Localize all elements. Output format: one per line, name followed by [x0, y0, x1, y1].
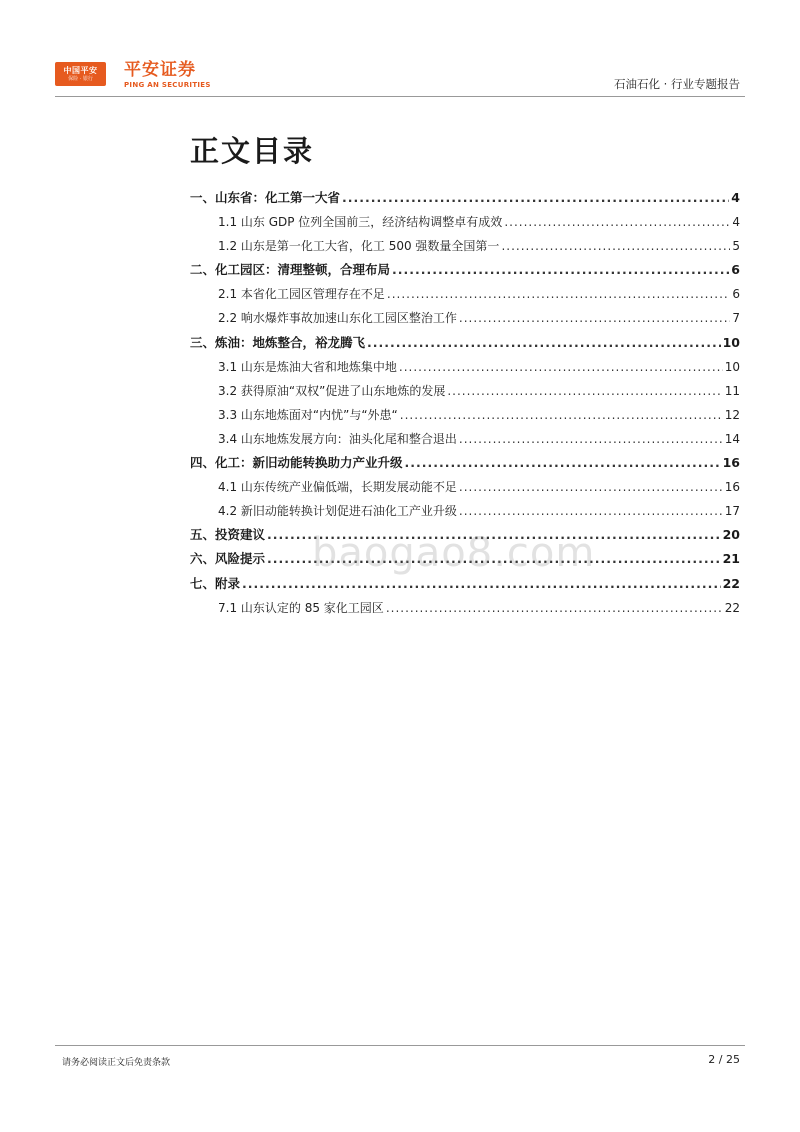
toc-entry-title: 7.1 山东认定的 85 家化工园区 [218, 600, 384, 615]
toc-page-number: 4 [732, 215, 740, 230]
toc-entry-title: 3.3 山东地炼面对“内忧”与“外患“ [218, 407, 398, 422]
toc-page-number: 5 [732, 239, 740, 254]
toc-dot-leader [392, 258, 729, 282]
toc-subsection[interactable] [190, 210, 740, 234]
page-title: 正文目录 [190, 134, 315, 168]
toc-page-number: 10 [722, 334, 740, 350]
toc-section[interactable] [190, 451, 740, 475]
toc-section-number: 七、 [190, 575, 216, 591]
toc-section-number: 五、 [190, 527, 216, 543]
toc-page-number: 4 [731, 190, 740, 205]
toc-page-number: 11 [724, 383, 740, 398]
toc-entry-title: 投资建议 [215, 527, 266, 543]
toc-entry-title: 1.1 山东 GDP 位列全国前三，经济结构调整卓有成效 [218, 215, 503, 230]
toc-dot-leader [399, 355, 723, 379]
toc-entry-title: 山东省：化工第一大省 [215, 190, 341, 205]
header-divider [55, 96, 745, 97]
report-category: 石油石化 · 行业专题报告 [614, 77, 740, 91]
toc-entry-title: 化工园区：清理整顿，合理布局 [215, 262, 391, 278]
pingan-logo [55, 62, 106, 86]
toc-subsection[interactable] [190, 427, 740, 451]
toc-dot-leader [459, 306, 730, 330]
toc-dot-leader [405, 451, 721, 475]
toc-entry-title: 3.1 山东是炼油大省和地炼集中地 [218, 359, 397, 374]
toc-dot-leader [459, 499, 723, 523]
page-number: 2 / 25 [708, 1053, 740, 1066]
watermark: baogao8.com [312, 530, 596, 576]
toc-entry-title: 化工：新旧动能转换助力产业升级 [215, 455, 403, 471]
toc-entry-title: 2.2 响水爆炸事故加速山东化工园区整治工作 [218, 311, 457, 326]
toc-dot-leader [386, 596, 723, 620]
toc-entry-title: 风险提示 [215, 551, 266, 567]
toc-section-number: 二、 [190, 262, 216, 278]
toc-page-number: 14 [724, 431, 740, 446]
toc-entry-title: 4.2 新旧动能转换计划促进石油化工产业升级 [218, 504, 457, 519]
toc-section-number: 四、 [190, 455, 216, 471]
toc-page-number: 22 [724, 600, 740, 615]
toc-entry-title: 2.1 本省化工园区管理存在不足 [218, 287, 385, 302]
toc-entry-title: 炼油：地炼整合，裕龙腾飞 [215, 334, 366, 350]
toc-entry-title: 附录 [215, 575, 241, 591]
toc-entry-title: 3.2 获得原油“双权”促进了山东地炼的发展 [218, 383, 446, 398]
brand-name-cn: 平安证券 [124, 60, 196, 80]
toc-dot-leader [459, 475, 723, 499]
toc-subsection[interactable] [190, 379, 740, 403]
toc-dot-leader [447, 379, 722, 403]
toc-subsection[interactable] [190, 355, 740, 379]
toc-section[interactable] [190, 331, 740, 355]
toc-section-number: 三、 [190, 334, 216, 350]
toc-section-number: 六、 [190, 551, 216, 567]
toc-dot-leader [501, 234, 730, 258]
toc-page-number: 7 [732, 311, 740, 326]
toc-section[interactable] [190, 186, 740, 210]
toc-page-number: 20 [722, 527, 740, 543]
toc-section[interactable] [190, 258, 740, 282]
footer-disclaimer: 请务必阅读正文后免责条款 [62, 1058, 171, 1068]
toc-entry-title: 3.4 山东地炼发展方向：油头化尾和整合退出 [218, 431, 457, 446]
toc-section-number: 一、 [190, 190, 216, 205]
toc-subsection[interactable] [190, 596, 740, 620]
toc-subsection[interactable] [190, 282, 740, 306]
toc-dot-leader [387, 282, 730, 306]
brand-name-en: PING AN SECURITIES [124, 81, 211, 89]
toc-dot-leader [459, 427, 723, 451]
toc-page-number: 12 [724, 407, 740, 422]
toc-dot-leader [504, 210, 730, 234]
toc-page-number: 17 [724, 504, 740, 519]
toc-page-number: 6 [731, 262, 740, 278]
toc-page-number: 22 [722, 575, 740, 591]
logo-line2: 保险 · 银行 [68, 76, 93, 82]
toc-subsection[interactable] [190, 306, 740, 330]
logo-line1: 中国平安 [63, 66, 98, 75]
toc-page-number: 6 [732, 287, 740, 302]
footer-divider [55, 1045, 745, 1046]
toc-subsection[interactable] [190, 234, 740, 258]
toc-page-number: 16 [722, 455, 740, 471]
toc-page-number: 10 [724, 359, 740, 374]
toc-dot-leader [342, 186, 729, 210]
toc-page-number: 16 [724, 480, 740, 495]
toc-dot-leader [367, 331, 721, 355]
toc-entry-title: 1.2 山东是第一化工大省，化工 500 强数量全国第一 [218, 239, 500, 254]
toc-subsection[interactable] [190, 475, 740, 499]
toc-subsection[interactable] [190, 499, 740, 523]
toc-page-number: 21 [722, 551, 740, 567]
toc-entry-title: 4.1 山东传统产业偏低端，长期发展动能不足 [218, 480, 457, 495]
toc-dot-leader [400, 403, 723, 427]
toc-subsection[interactable] [190, 403, 740, 427]
